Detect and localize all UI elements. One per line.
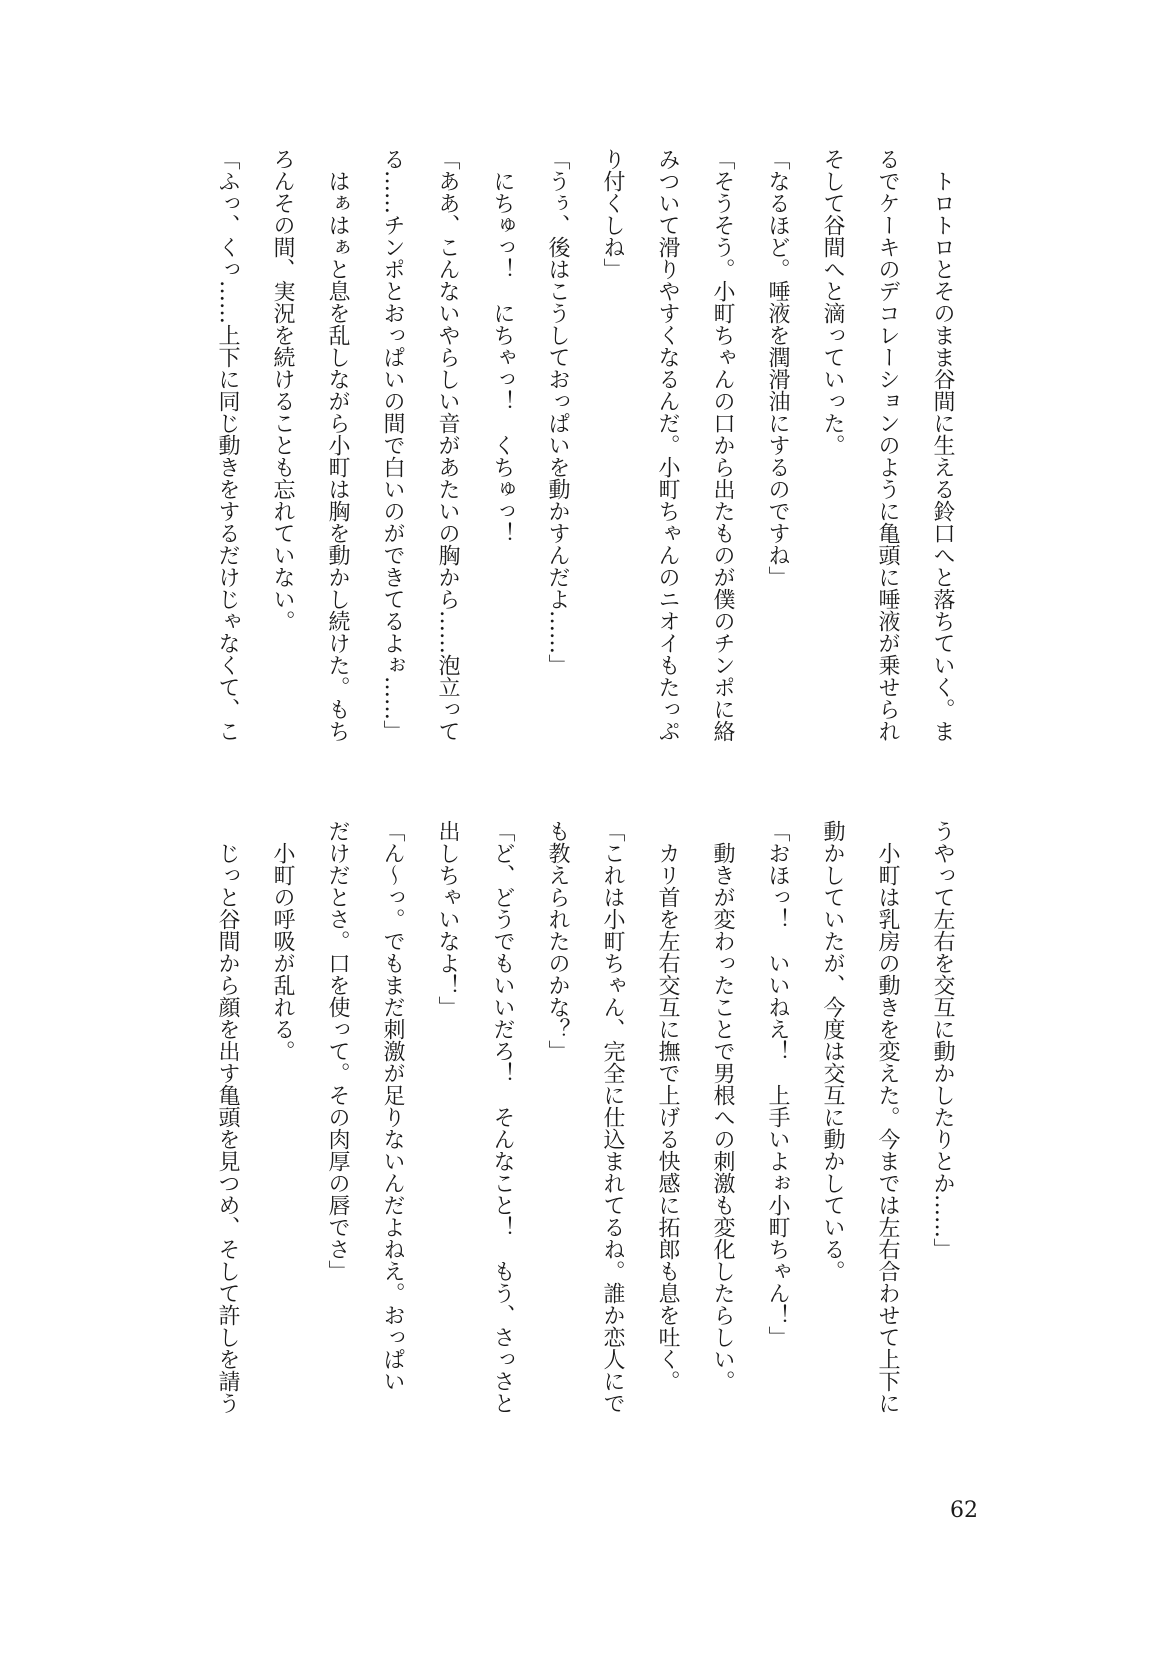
text-line: 動かしていたが、今度は交互に動かしている。 [820,820,845,1282]
text-line: そして谷間へと滴っていった。 [820,148,845,456]
text-line: 「これは小町ちゃん、完全に仕込まれてるね。誰か恋人にで [600,820,625,1414]
text-line: にちゅっ！ にちゃっ！ くちゅっ！ [490,148,515,544]
text-line: ろんその間、実況を続けることも忘れていない。 [270,148,295,632]
text-line: 「なるほど。唾液を潤滑油にするのですね」 [765,148,790,588]
text-line: うやって左右を交互に動かしたりとか……」 [930,820,955,1260]
text-line: り付くしね」 [600,148,625,280]
text-line: 小町の呼吸が乱れる。 [270,820,295,1062]
text-line: 「そうそう。小町ちゃんの口から出たものが僕のチンポに絡 [710,148,735,742]
text-line: 「ふっ、くっ……上下に同じ動きをするだけじゃなくて、こ [215,148,240,742]
text-line: はぁはぁと息を乱しながら小町は胸を動かし続けた。もち [325,148,350,742]
text-line: 「ああ、こんないやらしい音があたいの胸から……泡立って [435,148,460,742]
text-line: 出しちゃいなよ！」 [435,820,460,1018]
text-line: 「おほっ！ いいねえ！ 上手いよぉ小町ちゃん！」 [765,820,790,1348]
text-block-bottom [200,820,970,1440]
text-line: 「うぅ、後はこうしておっぱいを動かすんだよ……」 [545,148,570,676]
text-line: カリ首を左右交互に撫で上げる快感に拓郎も息を吐く。 [655,820,680,1392]
text-line: る……チンポとおっぱいの間で白いのができてるよぉ……」 [380,148,405,742]
text-line: トロトロとそのまま谷間に生える鈴口へと落ちていく。ま [930,148,955,742]
text-line: も教えられたのかな？」 [545,820,570,1062]
text-line: だけだとさ。口を使って。その肉厚の唇でさ」 [325,820,350,1282]
text-line: 「ど、どうでもいいだろ！ そんなこと！ もう、さっさと [490,820,515,1414]
text-line: るでケーキのデコレーションのように亀頭に唾液が乗せられ [875,148,900,742]
text-line: 動きが変わったことで男根への刺激も変化したらしい。 [710,820,735,1392]
text-line: みついて滑りやすくなるんだ。小町ちゃんのニオイもたっぷ [655,148,680,742]
text-block-top [200,148,970,768]
text-line: じっと谷間から顔を出す亀頭を見つめ、そして許しを請う [215,820,240,1414]
page-number: 62 [950,1498,978,1523]
text-line: 「ん～っ。でもまだ刺激が足りないんだよねえ。おっぱい [380,820,405,1392]
text-line: 小町は乳房の動きを変えた。今までは左右合わせて上下に [875,820,900,1414]
